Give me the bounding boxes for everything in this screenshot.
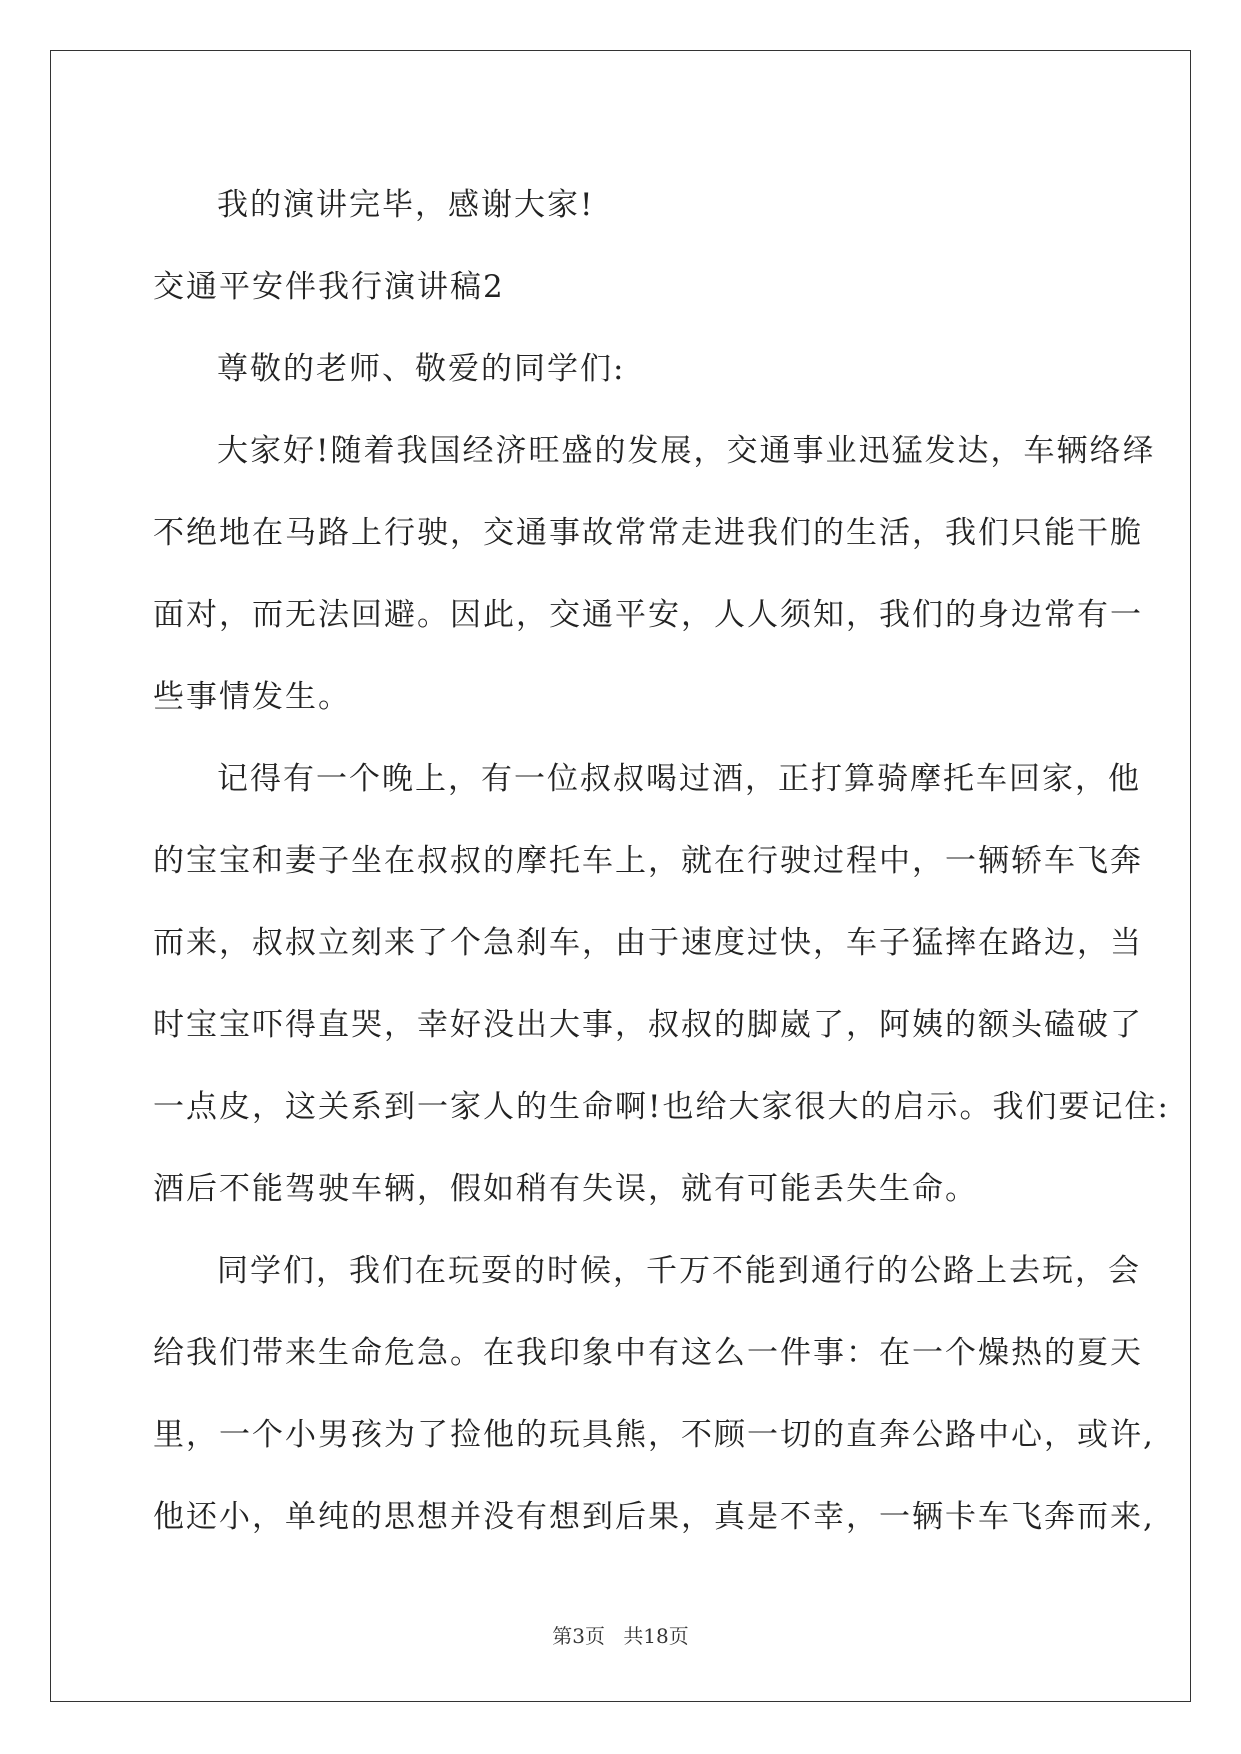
page-number: 第3页 <box>552 1624 605 1648</box>
text-line: 不绝地在马路上行驶，交通事故常常走进我们的生活，我们只能干脆 <box>153 515 1143 551</box>
text-line: 大家好!随着我国经济旺盛的发展，交通事业迅猛发达，车辆络绎 <box>217 433 1156 469</box>
text-line: 些事情发生。 <box>153 679 351 715</box>
text-line: 他还小，单纯的思想并没有想到后果，真是不幸，一辆卡车飞奔而来, <box>153 1499 1155 1535</box>
text-line: 一点皮，这关系到一家人的生命啊!也给大家很大的启示。我们要记住: <box>153 1089 1170 1125</box>
text-line: 同学们，我们在玩耍的时候，千万不能到通行的公路上去玩，会 <box>217 1253 1141 1289</box>
text-line: 的宝宝和妻子坐在叔叔的摩托车上，就在行驶过程中，一辆轿车飞奔 <box>153 843 1143 879</box>
page-footer <box>0 1620 1241 1649</box>
text-line: 记得有一个晚上，有一位叔叔喝过酒，正打算骑摩托车回家，他 <box>217 761 1141 797</box>
section-heading: 交通平安伴我行演讲稿2 <box>153 269 505 305</box>
text-line: 时宝宝吓得直哭，幸好没出大事，叔叔的脚崴了，阿姨的额头磕破了 <box>153 1007 1143 1043</box>
text-line: 给我们带来生命危急。在我印象中有这么一件事：在一个燥热的夏天 <box>153 1335 1143 1371</box>
total-pages: 共18页 <box>623 1624 689 1648</box>
text-line: 酒后不能驾驶车辆，假如稍有失误，就有可能丢失生命。 <box>153 1171 978 1207</box>
text-line: 我的演讲完毕，感谢大家! <box>217 187 595 223</box>
text-line: 里，一个小男孩为了捡他的玩具熊，不顾一切的直奔公路中心，或许, <box>153 1417 1155 1453</box>
text-line: 尊敬的老师、敬爱的同学们: <box>217 351 626 387</box>
text-line: 面对，而无法回避。因此，交通平安，人人须知，我们的身边常有一 <box>153 597 1143 633</box>
document-body <box>153 164 1170 1558</box>
text-line: 而来，叔叔立刻来了个急刹车，由于速度过快，车子猛摔在路边，当 <box>153 925 1143 961</box>
